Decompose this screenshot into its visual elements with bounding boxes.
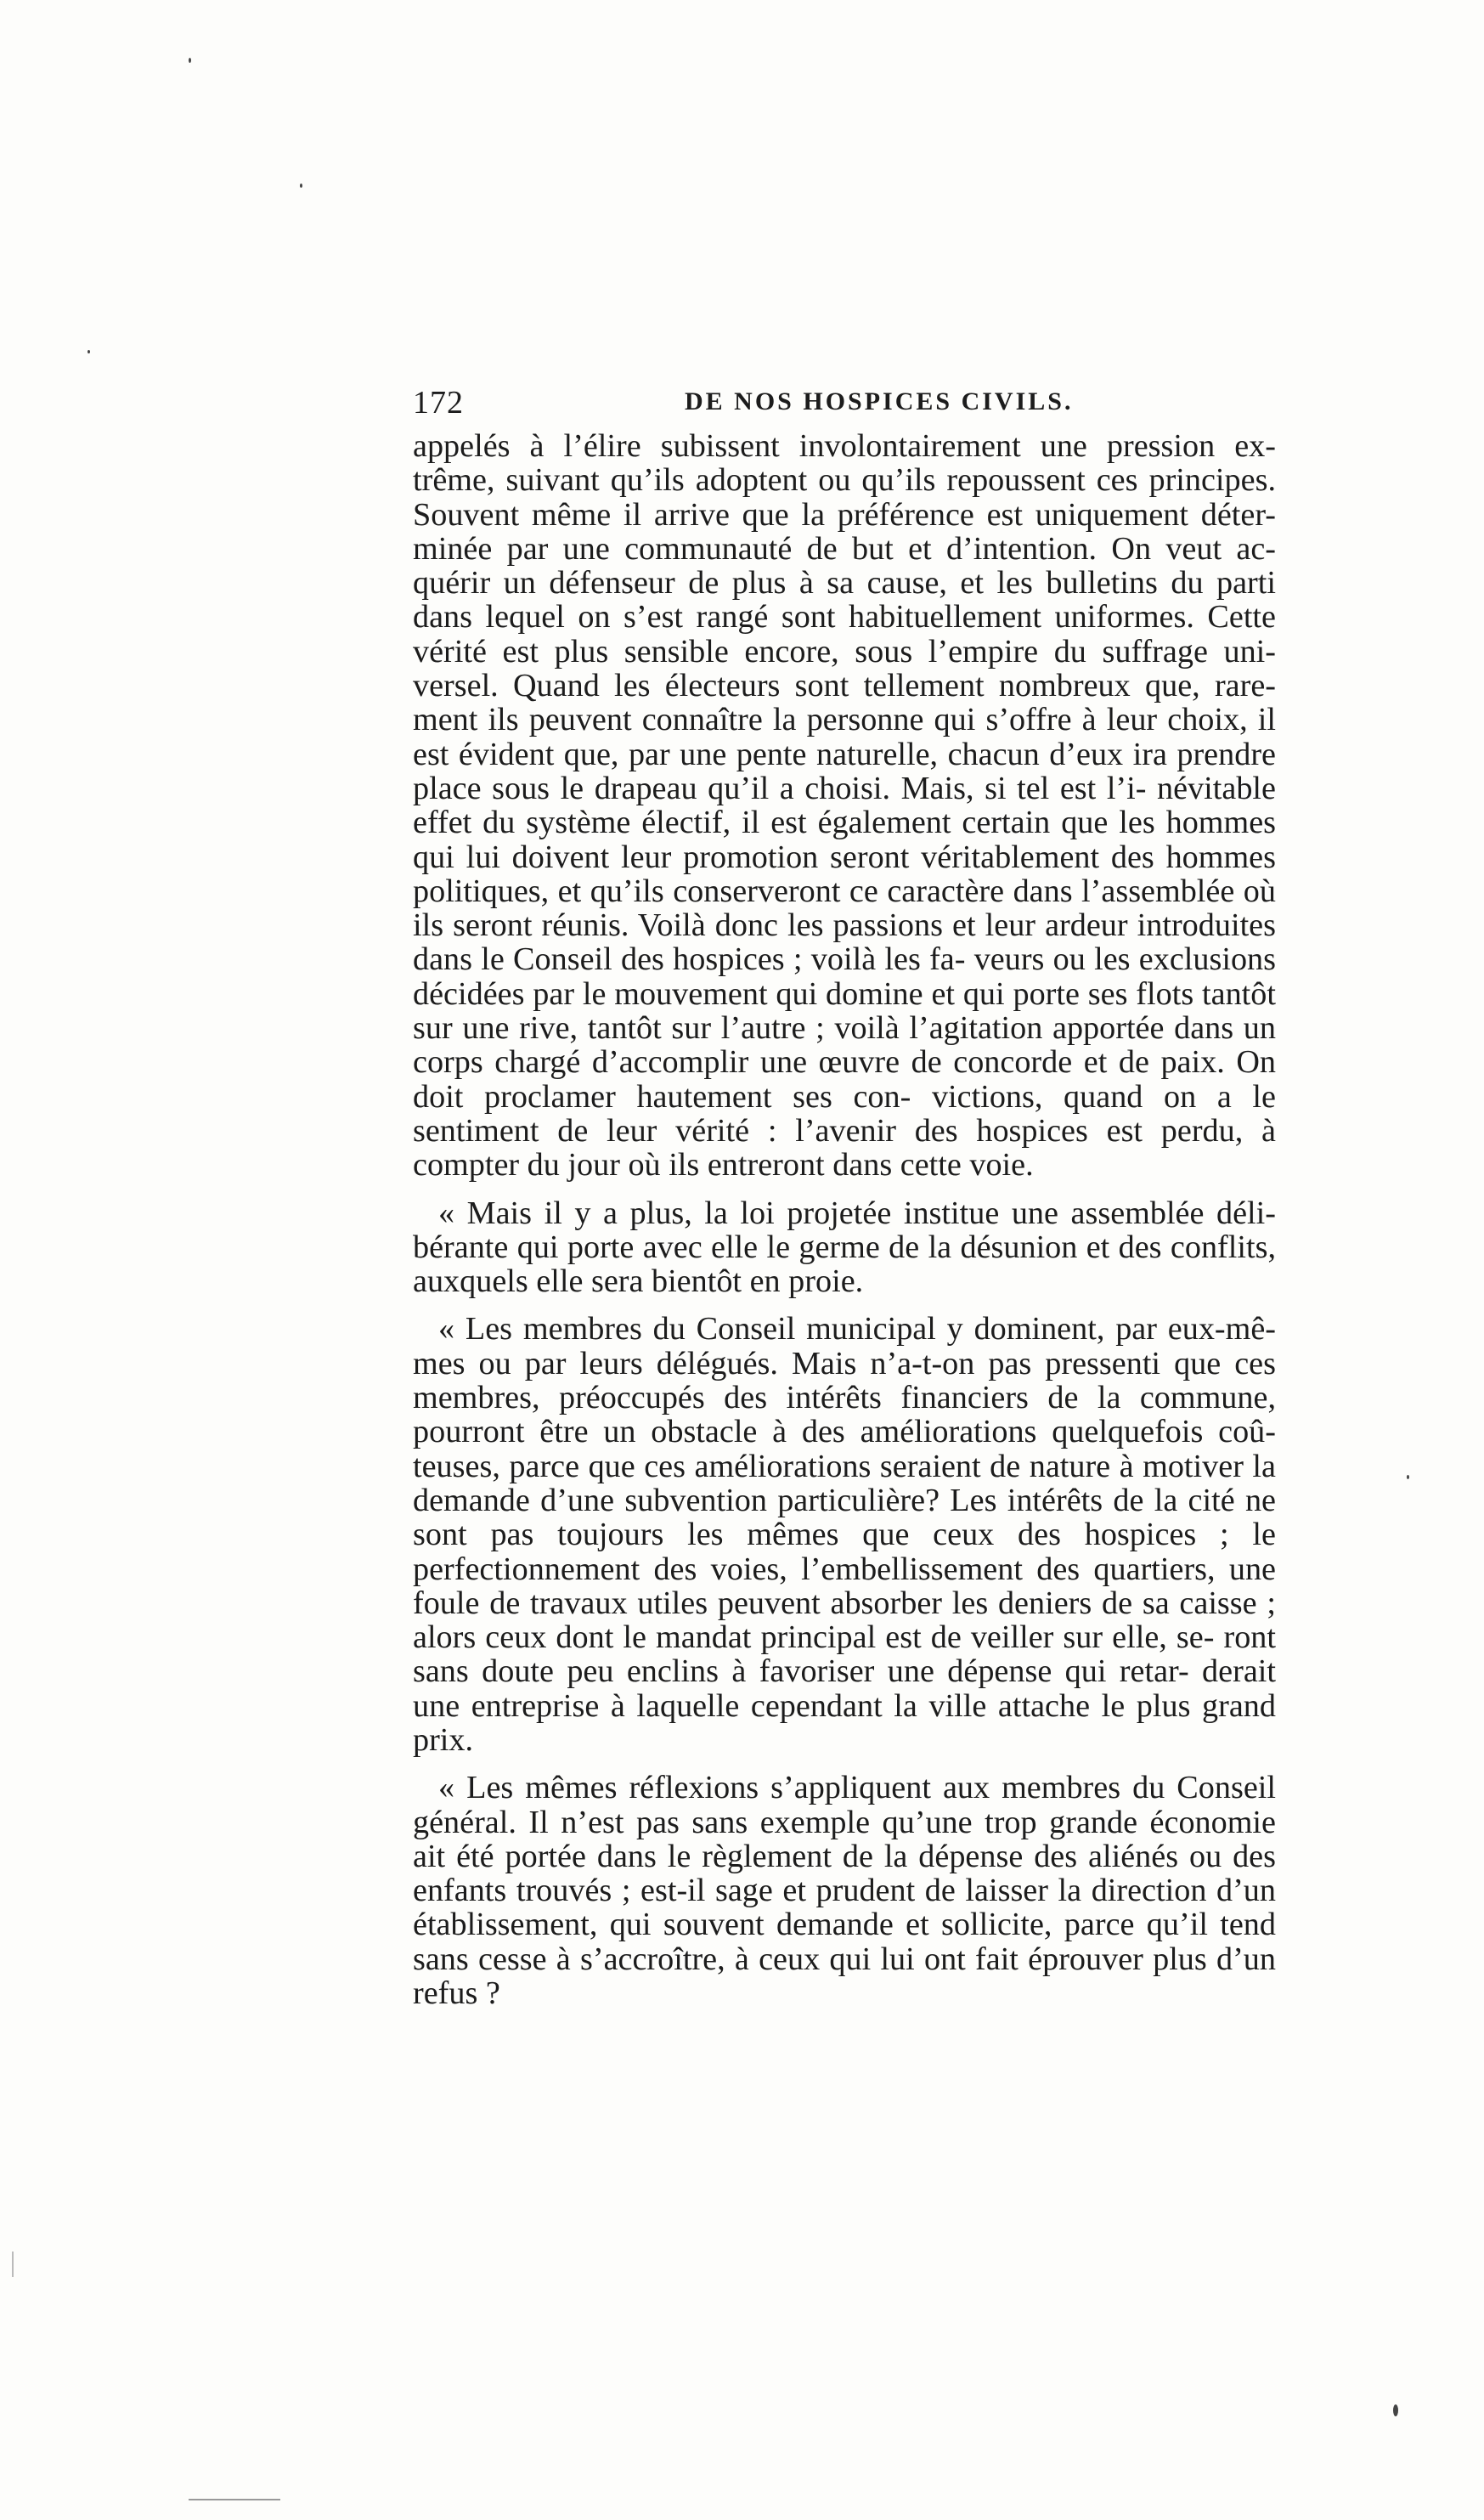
- paragraph: appelés à l’élire subissent involontairement une pression ex- trême, suivant qu’ils adoptent ou qu’ils repoussent ces principes. Souvent même il arrive que la préférence est uniquement déter- minée par une communauté de but et d’intention. On veut ac- quérir un défenseur de plus à sa cause, et les bulletins du parti dans lequel on s’est rangé sont habituellement uniformes. Cette vérité est plus sensible encore, sous l’empire du suffrage uni- versel. Quand les électeurs sont tellement nombreux que, rare- ment ils peuvent connaître la personne qui s’offre à leur choix, il est évident que, par une pente naturelle, chacun d’eux ira prendre place sous le drapeau qu’il a choisi. Mais, si tel est l’i- névitable effet du système électif, il est également certain que les hommes qui lui doivent leur promotion seront véritablement des hommes politiques, et qu’ils conserveront ce caractère dans l’assemblée où ils seront réunis. Voilà donc les passions et leur ardeur introduites dans le Conseil des hospices ; voilà les fa- veurs ou les exclusions décidées par le mouvement qui domine et qui porte ses flots tantôt sur une rive, tantôt sur l’autre ; voilà l’agitation apportée dans un corps chargé d’accomplir une œuvre de concorde et de paix. On doit proclamer hautement ses con- victions, quand on a le sentiment de leur vérité : l’avenir des hospices est perdu, à compter du jour où ils entreront dans cette voie.: [413, 428, 1276, 1184]
- paragraph: « Les mêmes réflexions s’appliquent aux membres du Conseil général. Il n’est pas sans exemple qu’une trop grande économie ait été portée dans le règlement de la dépense des aliénés ou des enfants trouvés ; est-il sage et prudent de laisser la direction d’un établissement, qui souvent demande et sollicite, parce qu’il tend sans cesse à s’accroître, à ceux qui lui ont fait éprouver plus d’un refus ?: [413, 1770, 1276, 2012]
- scan-speck: [300, 184, 302, 188]
- scan-speck: [12, 2252, 14, 2277]
- running-title: DE NOS HOSPICES CIVILS.: [685, 387, 1074, 415]
- page-header: [413, 376, 1276, 427]
- scan-speck: [1407, 1475, 1409, 1479]
- body-text: [413, 429, 1276, 2010]
- scan-edge-line: [189, 2499, 280, 2500]
- paragraph: « Les membres du Conseil municipal y dominent, par eux-mê- mes ou par leurs délégués. Mais n’a-t-on pas pressenti que ces membres, préoccupés des intérêts financiers de la commune, pourront être un obstacle à des améliorations quelquefois coû- teuses, parce que ces améliorations seraient de nature à motiver la demande d’une subvention particulière? Les intérêts de la cité ne sont pas toujours les mêmes que ceux des hospices ; le perfectionnement des voies, l’embellissement des quartiers, une foule de travaux utiles peuvent absorber les deniers de sa caisse ; alors ceux dont le mandat principal est de veiller sur elle, se- ront sans doute peu enclins à favoriser une dépense qui retar- derait une entreprise à laquelle cependant la ville attache le plus grand prix.: [413, 1311, 1276, 1758]
- scan-speck: [189, 58, 191, 63]
- scan-speck: [1393, 2404, 1398, 2416]
- page-number: 172: [413, 385, 464, 421]
- scan-speck: [87, 350, 90, 353]
- paragraph: « Mais il y a plus, la loi projetée institue une assemblée déli- bérante qui porte avec elle le germe de la désunion et des conflits, auxquels elle sera bientôt en proie.: [413, 1195, 1276, 1300]
